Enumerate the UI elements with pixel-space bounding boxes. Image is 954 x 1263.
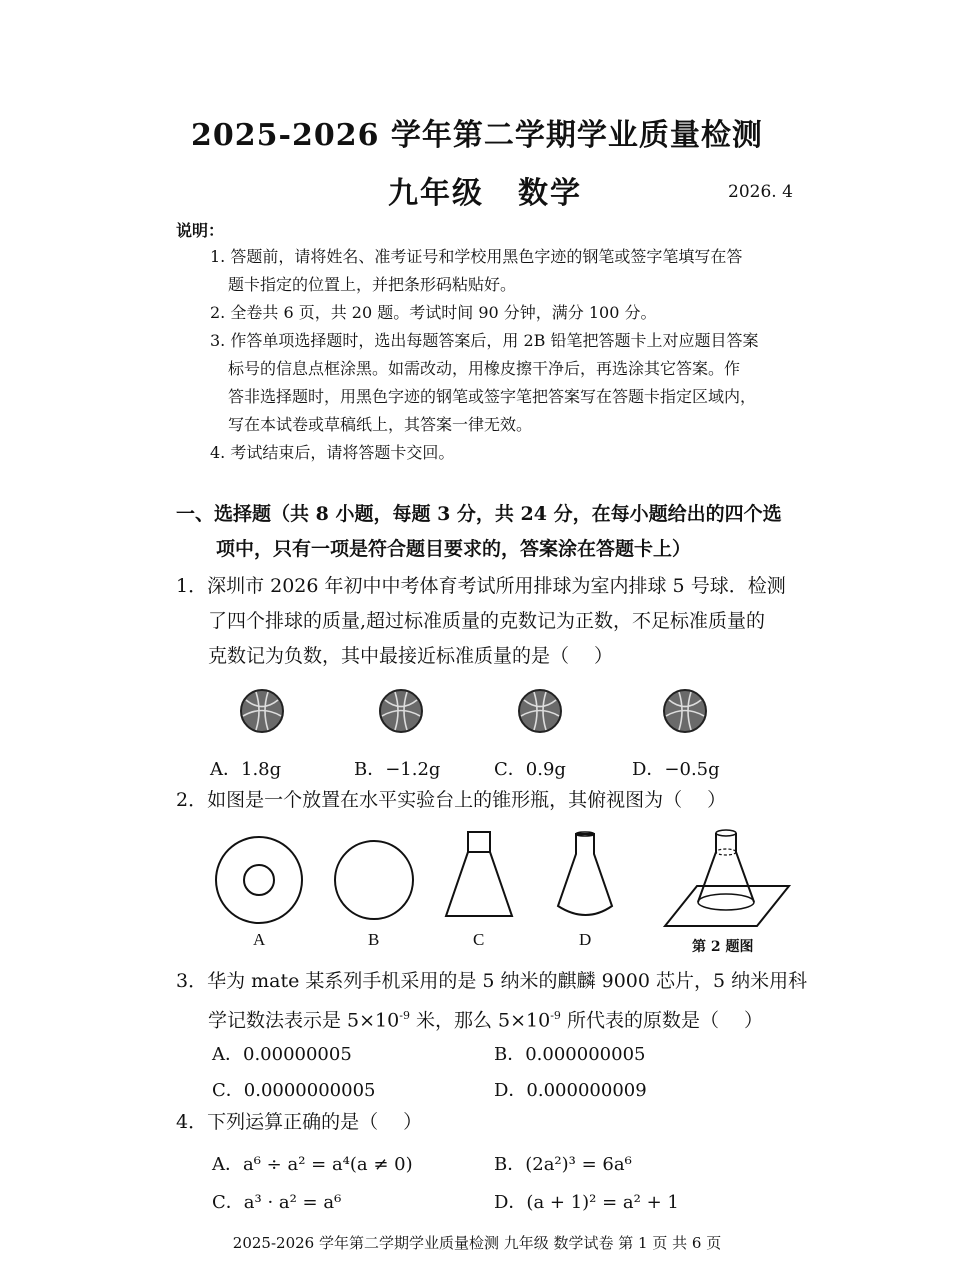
q3-option-d: D．0.000000009 <box>494 1080 647 1101</box>
subject: 数学 <box>518 176 582 211</box>
q2-line: 2．如图是一个放置在水平实验台上的锥形瓶，其俯视图为（ ） <box>176 789 727 811</box>
option-a-figure <box>216 837 302 923</box>
instruction-line: 2. 全卷共 6 页，共 20 题。考试时间 90 分钟，满分 100 分。 <box>210 303 657 322</box>
q2-label-c: C <box>473 930 485 949</box>
instruction-line: 答非选择题时，用黑色字迹的钢笔或签字笔把答案写在答题卡指定区域内， <box>228 387 757 406</box>
volleyball-icon <box>380 690 422 732</box>
exam-date: 2026. 4 <box>728 182 793 202</box>
exam-title: 2025-2026 学年第二学期学业质量检测 <box>191 118 763 153</box>
volleyball-icon <box>664 690 706 732</box>
q3-exponent: -9 <box>550 1009 561 1022</box>
q1-option-c: C．0.9g <box>494 759 566 780</box>
q3-line <box>208 998 763 1038</box>
q4-line: 4．下列运算正确的是（ ） <box>176 1111 423 1133</box>
q3-option-c: C．0.0000000005 <box>212 1080 376 1101</box>
q3-text: 所代表的原数是（ ） <box>560 1009 764 1032</box>
section-title: 一、选择题（共 8 小题，每题 3 分，共 24 分，在每小题给出的四个选 <box>176 503 782 525</box>
q1-option-a: A．1.8g <box>210 759 282 780</box>
instruction-line: 写在本试卷或草稿纸上，其答案一律无效。 <box>228 415 533 434</box>
q3-option-b: B．0.000000005 <box>494 1044 646 1065</box>
grade: 九年级 <box>388 176 484 211</box>
q4-option-d: D．(a + 1)² = a² + 1 <box>494 1192 679 1213</box>
q4-option-a: A．a⁶ ÷ a² = a⁴(a ≠ 0) <box>212 1154 413 1175</box>
q2-label-b: B <box>368 930 380 949</box>
instruction-line: 标号的信息点框涂黑。如需改动，用橡皮擦干净后，再选涂其它答案。作 <box>228 359 741 378</box>
q3-exponent: -9 <box>399 1009 410 1022</box>
q3-line: 3．华为 mate 某系列手机采用的是 5 纳米的麒麟 9000 芯片，5 纳米用科 <box>176 970 808 992</box>
q1-line: 1．深圳市 2026 年初中中考体育考试所用排球为室内排球 5 号球．检测 <box>176 575 786 597</box>
section-title-cont: 项中，只有一项是符合题目要求的，答案涂在答题卡上） <box>216 538 692 560</box>
q2-figures <box>0 828 954 938</box>
option-d-figure <box>558 832 612 915</box>
q4-option-b: B．(2a²)³ = 6a⁶ <box>494 1154 632 1175</box>
volleyball-icon <box>519 690 561 732</box>
instruction-line: 4. 考试结束后，请将答题卡交回。 <box>210 443 455 462</box>
flask-figure <box>665 830 789 926</box>
page-footer: 2025-2026 学年第二学期学业质量检测 九年级 数学试卷 第 1 页 共 6 页 <box>232 1234 722 1252</box>
instructions-label: 说明： <box>176 221 225 240</box>
q3-text: 米，那么 5×10 <box>409 1009 551 1032</box>
option-c-figure <box>446 832 512 916</box>
q3-option-a: A．0.00000005 <box>212 1044 352 1065</box>
q1-option-d: D．−0.5g <box>632 759 720 780</box>
q4-option-c: C．a³ · a² = a⁶ <box>212 1192 342 1213</box>
q1-line: 了四个排球的质量,超过标准质量的克数记为正数，不足标准质量的 <box>208 610 766 632</box>
volleyball-icon <box>241 690 283 732</box>
volleyball-row <box>0 683 954 743</box>
instruction-line: 题卡指定的位置上，并把条形码粘贴好。 <box>228 275 517 294</box>
exam-subtitle <box>388 168 582 212</box>
figure-caption: 第 2 题图 <box>692 939 754 955</box>
q2-label-d: D <box>579 930 592 949</box>
instruction-line: 1. 答题前，请将姓名、准考证号和学校用黑色字迹的钢笔或签字笔填写在答 <box>210 247 743 266</box>
q2-label-a: A <box>253 930 266 949</box>
q3-text: 学记数法表示是 5×10 <box>208 1009 400 1032</box>
instruction-line: 3. 作答单项选择题时，选出每题答案后，用 2B 铅笔把答题卡上对应题目答案 <box>210 331 759 350</box>
q1-option-b: B．−1.2g <box>354 759 441 780</box>
option-b-figure <box>335 841 413 919</box>
q1-line: 克数记为负数，其中最接近标准质量的是（ ） <box>208 645 614 667</box>
